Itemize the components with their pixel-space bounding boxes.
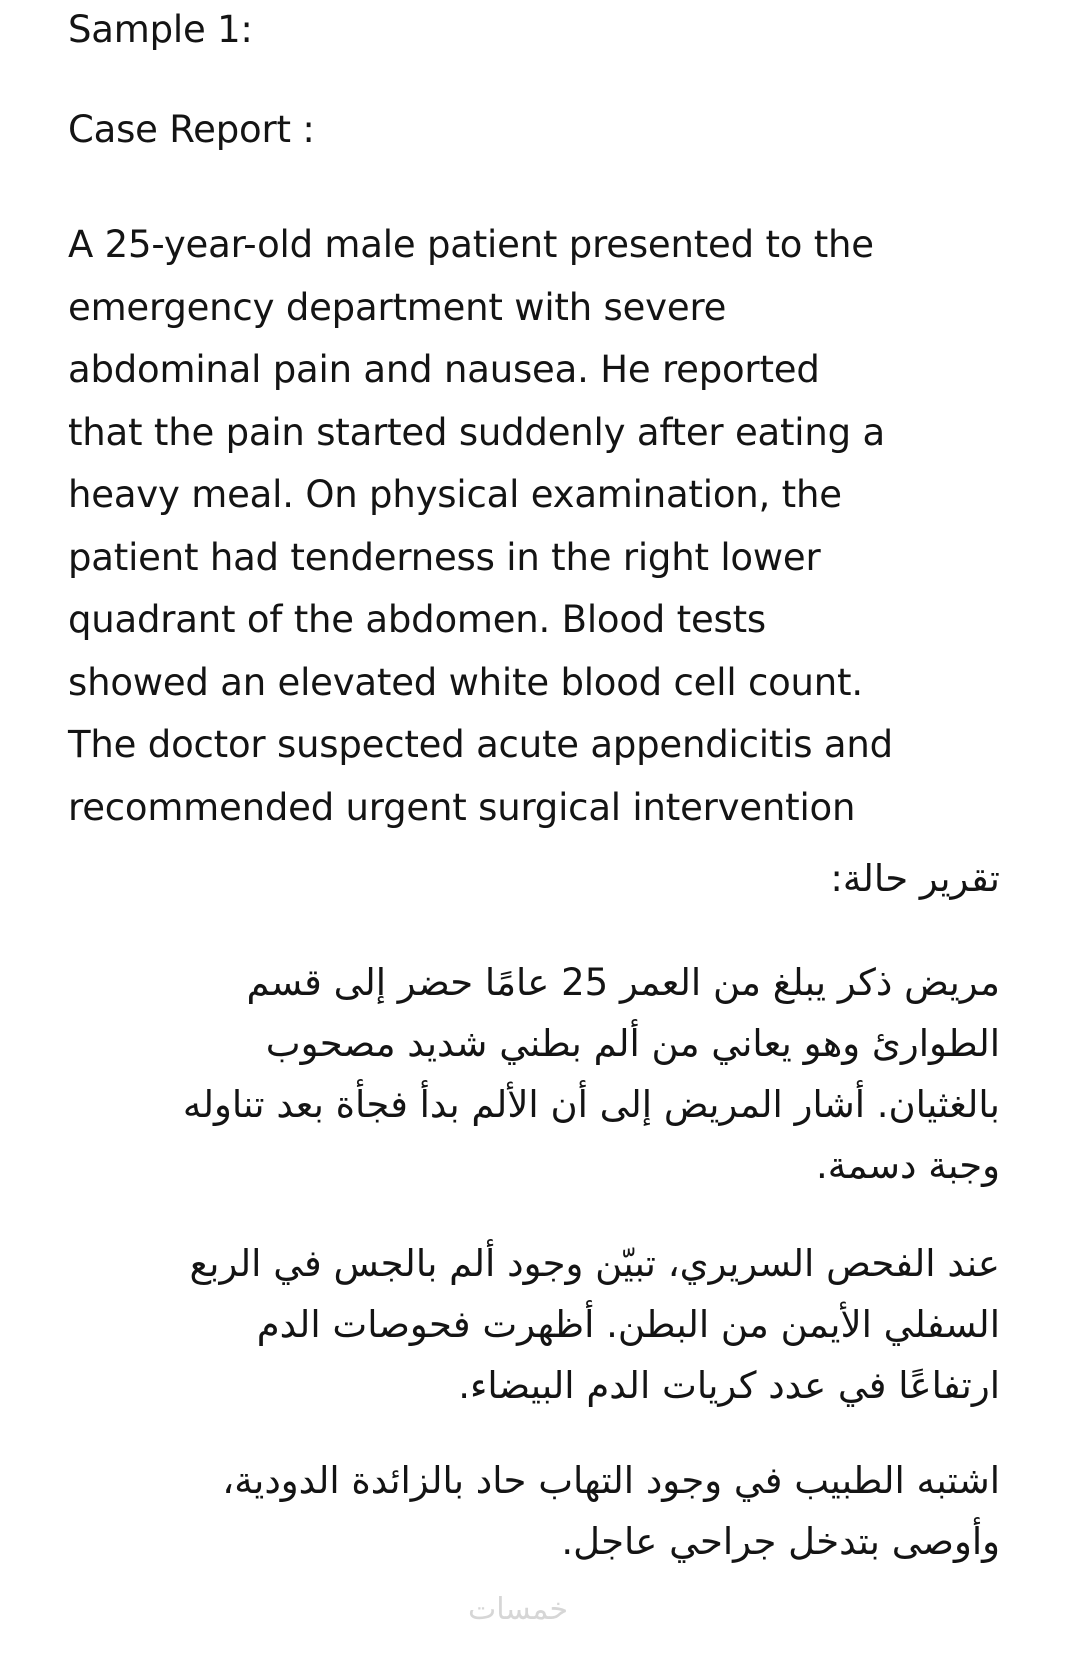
case-report-heading: Case Report : — [68, 108, 315, 151]
arabic-line: عند الفحص السريري، تبيّن وجود ألم بالجس في الربع — [189, 1242, 1000, 1285]
watermark: خمسات — [468, 1592, 569, 1627]
english-line: abdominal pain and nausea. He reported — [68, 348, 820, 391]
english-line: showed an elevated white blood cell count. — [68, 660, 863, 704]
arabic-line: بالغثيان. أشار المريض إلى أن الألم بدأ فجأة بعد تناوله — [182, 1083, 1000, 1126]
english-line: A 25-year-old male patient presented to the — [68, 223, 874, 266]
arabic-paragraph-3 — [222, 1450, 1000, 1572]
arabic-heading: تقرير حالة: — [830, 857, 1000, 900]
arabic-line: وجبة دسمة. — [816, 1144, 1000, 1187]
english-line: quadrant of the abdomen. Blood tests — [68, 598, 766, 641]
arabic-line: ارتفاعًا في عدد كريات الدم البيضاء. — [458, 1364, 1000, 1407]
english-line: emergency department with severe — [68, 285, 727, 329]
arabic-line: اشتبه الطبيب في وجود التهاب حاد بالزائدة الدودية، — [222, 1459, 1000, 1502]
english-line: patient had tenderness in the right lower — [68, 535, 821, 579]
arabic-line: السفلي الأيمن من البطن. أظهرت فحوصات الدم — [256, 1303, 1000, 1346]
english-line: The doctor suspected acute appendicitis and — [68, 723, 893, 766]
arabic-paragraph-2 — [189, 1233, 1000, 1416]
sample-label: Sample 1: — [68, 8, 253, 51]
english-line: recommended urgent surgical intervention — [68, 785, 856, 829]
english-case-paragraph — [68, 214, 1008, 839]
arabic-paragraph-1 — [183, 952, 1000, 1196]
arabic-line: مريض ذكر يبلغ من العمر 25 عامًا حضر إلى قسم — [246, 961, 1000, 1004]
arabic-line: وأوصى بتدخل جراحي عاجل. — [561, 1520, 1000, 1563]
english-line: that the pain started suddenly after eating a — [68, 410, 885, 454]
english-line: heavy meal. On physical examination, the — [68, 473, 842, 516]
arabic-line: الطوارئ وهو يعاني من ألم بطني شديد مصحوب — [265, 1022, 1000, 1065]
